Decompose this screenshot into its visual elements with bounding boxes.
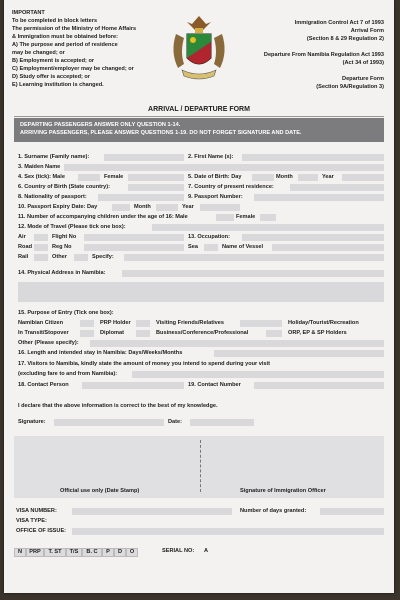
code-box[interactable]: T/S (66, 548, 82, 557)
passport-number-field[interactable] (254, 194, 384, 201)
dob-month-label: Month (276, 174, 293, 180)
visa-number-label: VISA NUMBER: (16, 508, 57, 514)
expiry-month-field[interactable] (156, 204, 178, 211)
legal-line: Arrival Form (350, 28, 384, 34)
children-female-label: Female (236, 214, 256, 220)
code-box[interactable]: D (114, 548, 126, 557)
official-use-divider (200, 440, 201, 492)
banner-line: DEPARTING PASSENGERS ANSWER ONLY QUESTION 1-14. (20, 122, 181, 128)
purpose-transit-box[interactable] (80, 330, 94, 337)
legal-line: (Section 9A/Regulation 3) (316, 84, 384, 90)
namibia-coat-of-arms-icon (162, 12, 236, 86)
instructions-banner (14, 118, 384, 142)
specify-field[interactable] (124, 254, 384, 261)
code-box[interactable]: O (126, 548, 138, 557)
immigration-signature-label: Signature of Immigration Officer (240, 488, 326, 494)
form-title: ARRIVAL / DEPARTURE FORM (148, 106, 250, 113)
contact-person-field[interactable] (82, 382, 184, 389)
reg-no-label: Reg No (52, 244, 72, 250)
notice-line: To be completed in block letters (12, 18, 98, 24)
road-label: Road (18, 244, 32, 250)
notice-line: The permission of the Ministry of Home Affairs (12, 26, 137, 32)
code-box[interactable]: T. ST (44, 548, 66, 557)
purpose-visiting-box[interactable] (240, 320, 282, 327)
country-residence-label: 7. Country of present residence: (188, 184, 274, 190)
sex-male-box[interactable] (78, 174, 100, 181)
mode-travel-band (152, 224, 384, 231)
rail-box[interactable] (34, 254, 48, 261)
purpose-transit-label: In Transit/Stopover (18, 330, 69, 336)
purpose-prp-label: PRP Holder (100, 320, 131, 326)
vessel-field[interactable] (272, 244, 384, 251)
legal-line: Departure From Namibia Regulation Act 1993 (263, 52, 384, 58)
country-birth-label: 6. Country of Birth (State country): (18, 184, 110, 190)
banner-line: ARRIVING PASSENGERS, PLEASE ANSWER QUESTIONS 1-19. DO NOT FORGET SIGNATURE AND DATE. (20, 130, 302, 136)
purpose-orp-label: ORP, EP & SP Holders (288, 330, 347, 336)
sex-female-box[interactable] (128, 174, 184, 181)
expiry-day-field[interactable] (112, 204, 130, 211)
sea-box[interactable] (204, 244, 218, 251)
contact-number-label: 19. Contact Number (188, 382, 241, 388)
notice-line: C) Employment/employer may be changed; or (12, 66, 134, 72)
dob-month-field[interactable] (298, 174, 318, 181)
dob-year-label: Year (322, 174, 334, 180)
occupation-label: 13. Occupation: (188, 234, 230, 240)
address-label: 14. Physical Address in Namibia: (18, 270, 106, 276)
specify-label: Specify: (92, 254, 114, 260)
address-extra-field[interactable] (18, 282, 384, 302)
money-field[interactable] (132, 371, 384, 378)
sex-label: 4. Sex (tick): Male (18, 174, 65, 180)
dob-day-field[interactable] (252, 174, 274, 181)
nationality-label: 8. Nationality of passport: (18, 194, 87, 200)
legal-line: (Act 34 of 1993) (342, 60, 384, 66)
date-label: Date: (168, 419, 182, 425)
mode-travel-label: 12. Mode of Travel (Please tick one box): (18, 224, 126, 230)
code-box[interactable]: N (14, 548, 26, 557)
children-label: 11. Number of accompanying children under the age of 16: Male (18, 214, 188, 220)
visa-number-field[interactable] (72, 508, 232, 515)
visa-type-label: VISA TYPE: (16, 518, 47, 524)
passport-expiry-label: 10. Passport Expiry Date: Day (18, 204, 98, 210)
purpose-other-label: Other (Please specify): (18, 340, 79, 346)
purpose-namibian-label: Namibian Citizen (18, 320, 64, 326)
expiry-month-label: Month (134, 204, 151, 210)
purpose-business-label: Business/Conference/Professional (156, 330, 249, 336)
flight-no-label: Flight No (52, 234, 77, 240)
maiden-name-label: 3. Maiden Name (18, 164, 61, 170)
money-label: 17. Visitors to Namibia, kindly state the amount of money you intend to spend during your visit (18, 361, 270, 367)
surname-field[interactable] (104, 154, 184, 161)
children-female-field[interactable] (260, 214, 276, 221)
country-birth-field[interactable] (128, 184, 184, 191)
days-granted-label: Number of days granted: (240, 508, 307, 514)
days-granted-field[interactable] (320, 508, 384, 515)
purpose-namibian-box[interactable] (80, 320, 94, 327)
date-field[interactable] (190, 419, 254, 426)
surname-label: 1. Surname (Family name): (18, 154, 90, 160)
sex-female-label: Female (104, 174, 124, 180)
notice-line: may be changed; or (12, 50, 65, 56)
reg-no-field[interactable] (84, 244, 184, 251)
expiry-year-field[interactable] (200, 204, 240, 211)
legal-line: Departure Form (342, 76, 384, 82)
notice-line: B) Employment is accepted; or (12, 58, 95, 64)
code-box[interactable]: P (102, 548, 114, 557)
notice-line: & Immigration must be obtained before: (12, 34, 118, 40)
country-residence-field[interactable] (290, 184, 384, 191)
purpose-prp-box[interactable] (136, 320, 150, 327)
passport-number-label: 9. Passport Number: (188, 194, 243, 200)
occupation-field[interactable] (242, 234, 384, 241)
arrival-departure-form (4, 0, 394, 593)
purpose-business-box[interactable] (266, 330, 282, 337)
purpose-diplomat-label: Diplomat (100, 330, 124, 336)
money-label-cont: (excluding fare to and from Namibia): (18, 371, 118, 377)
other-box[interactable] (74, 254, 88, 261)
length-stay-field[interactable] (214, 350, 384, 357)
dob-year-field[interactable] (342, 174, 384, 181)
length-stay-label: 16. Length and intended stay in Namibia: Days/Weeks/Months (18, 350, 183, 356)
purpose-label: 15. Purpose of Entry (Tick one box): (18, 310, 114, 316)
rail-label: Rail (18, 254, 29, 260)
dob-label: 5. Date of Birth: Day (188, 174, 242, 180)
air-label: Air (18, 234, 26, 240)
flight-no-field[interactable] (84, 234, 184, 241)
legal-line: Immigration Control Act 7 of 1993 (294, 20, 384, 26)
sea-label: Sea (188, 244, 198, 250)
vessel-label: Name of Vessel (222, 244, 264, 250)
contact-number-field[interactable] (254, 382, 384, 389)
office-issue-label: OFFICE OF ISSUE: (16, 528, 67, 534)
address-field[interactable] (122, 270, 384, 277)
purpose-holiday-label: Holiday/Tourist/Recreation (288, 320, 359, 326)
signature-label: Signature: (18, 419, 46, 425)
road-box[interactable] (34, 244, 48, 251)
purpose-other-field[interactable] (90, 340, 384, 347)
official-stamp-label: Official use only (Date Stamp) (60, 488, 140, 494)
signature-field[interactable] (54, 419, 164, 426)
declaration-text: I declare that the above information is correct to the best of my knowledge. (18, 403, 218, 409)
nationality-field[interactable] (98, 194, 184, 201)
notice-line: D) Study offer is accepted; or (12, 74, 91, 80)
other-label: Other (52, 254, 67, 260)
code-box[interactable]: B. C (82, 548, 102, 557)
children-male-field[interactable] (216, 214, 234, 221)
notice-line: E) Learning institution is changed. (12, 82, 104, 88)
office-issue-field[interactable] (72, 528, 384, 535)
first-name-field[interactable] (242, 154, 384, 161)
notice-line: A) The purpose and period of residence (12, 42, 118, 48)
serial-label: SERIAL NO: (162, 548, 195, 554)
code-box[interactable]: PRP (26, 548, 44, 557)
contact-person-label: 18. Contact Person (18, 382, 69, 388)
purpose-diplomat-box[interactable] (136, 330, 150, 337)
serial-value: A (204, 548, 209, 554)
purpose-visiting-label: Visiting Friends/Relatives (156, 320, 224, 326)
first-name-label: 2. First Name (s): (188, 154, 234, 160)
title-rule (14, 116, 384, 117)
air-box[interactable] (34, 234, 48, 241)
notice-line: IMPORTANT (12, 10, 45, 16)
maiden-name-field[interactable] (64, 164, 384, 171)
expiry-year-label: Year (182, 204, 194, 210)
legal-line: (Section 8 & 29 Regulation 2) (306, 36, 384, 42)
